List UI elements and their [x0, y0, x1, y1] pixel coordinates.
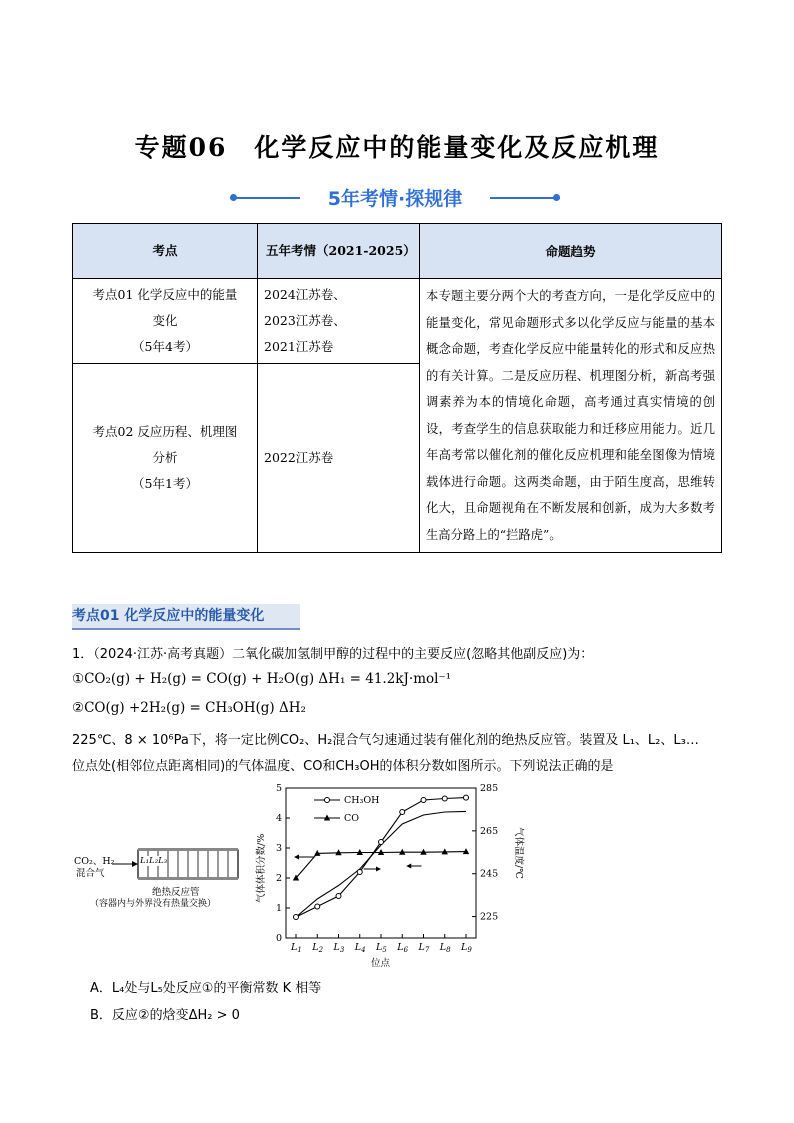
- x-tick-label: $L_6$: [397, 942, 409, 954]
- banner-text: 5年考情·探规律: [327, 188, 463, 210]
- row1-point-line2: 变化: [152, 312, 178, 328]
- x-tick-label: $L_9$: [461, 942, 472, 954]
- row2-year1: 2022江苏卷: [264, 449, 334, 465]
- ch3oh-point: [421, 798, 426, 803]
- condition-line-2: 位点处(相邻位点距离相同)的气体温度、CO和CH₃OH的体积分数如图所示。下列说法正确的是: [72, 759, 614, 774]
- tube-wall-bottom: [138, 877, 238, 880]
- row1-year1: 2024江苏卷、: [264, 286, 346, 302]
- series-line-triangle: [296, 852, 466, 878]
- y2-tick-label: 265: [480, 825, 499, 837]
- x-tick-label: $L_4$: [354, 942, 366, 954]
- row2-years: [258, 363, 420, 552]
- ch3oh-point: [442, 796, 447, 801]
- header-years: 五年考情（2021-2025）: [258, 224, 420, 279]
- y-axis-label: 气体体积分数/%: [256, 833, 267, 903]
- temperature-curve: [296, 811, 466, 917]
- legend-label-co: CO: [344, 813, 360, 824]
- x-tick-label: $L_5$: [376, 942, 387, 954]
- page-title: 专题06 化学反应中的能量变化及反应机理: [134, 133, 660, 162]
- reactor-tube: [112, 846, 242, 882]
- option-b[interactable]: B．反应②的焓变ΔH₂ > 0: [90, 1008, 240, 1023]
- row1-year2: 2023江苏卷、: [264, 312, 346, 328]
- y-tick-label: 2: [276, 873, 283, 884]
- arrow-right-head-1: [376, 867, 381, 872]
- tube-label: 绝热反应管: [152, 887, 200, 898]
- row2-point-line2: 分析: [152, 449, 178, 465]
- gas-label-2: 混合气: [76, 868, 105, 879]
- tube-note: （容器内与外界没有热量交换）: [90, 899, 217, 909]
- x-axis-label: 位点: [371, 958, 391, 969]
- y-tick-label: 1: [276, 903, 283, 914]
- ch3oh-point: [315, 904, 320, 909]
- ch3oh-point: [464, 795, 469, 800]
- header-trend: 命题趋势: [420, 224, 722, 279]
- y-tick-label: 4: [276, 813, 283, 824]
- ch3oh-point: [357, 870, 362, 875]
- row1-point-line3: （5年4考）: [132, 338, 198, 354]
- ch3oh-point: [336, 894, 341, 899]
- inlet-arrowhead: [132, 861, 138, 867]
- gas-label-1: CO₂、H₂: [74, 856, 115, 867]
- y2-tick-label: 285: [480, 783, 499, 794]
- y-tick-label: 0: [276, 933, 283, 944]
- row1-point: [73, 279, 258, 364]
- y2-tick-label: 225: [480, 911, 499, 923]
- equation-2: ②CO(g) +2H₂(g) = CH₃OH(g) ΔH₂: [72, 700, 306, 716]
- position-labels: L₁L₂L₃: [140, 856, 168, 866]
- section-heading: 考点01 化学反应中的能量变化: [72, 604, 300, 630]
- x-tick-label: $L_1$: [291, 942, 302, 954]
- tube-wall-top: [138, 848, 238, 851]
- trend-text: 本专题主要分两个大的考查方向，一是化学反应中的能量变化，常见命题形式多以化学反应与能量的基本概念命题，考查化学反应中能量转化的形式和反应热的有关计算。二是反应历程、机理图分析，新高考强调素养为本的情境化命题，高考通过真实情境的创设，考查学生的信息获取能力和迁移应用能力。近几年高考常以催化剂的催化反应机理和能垒图像为情境载体进行命题。这两类命题，由于陌生度高，思维转化大，且命题视角在不断发展和创新，成为大多数考生高分路上的“拦路虎”。: [420, 279, 722, 553]
- x-tick-label: $L_3$: [333, 942, 345, 954]
- equation-1: ①CO₂(g) + H₂(g) = CO(g) + H₂O(g) ΔH₁ = 41.2kJ·mol⁻¹: [72, 671, 451, 687]
- legend-label-ch3oh: CH₃OH: [344, 795, 380, 806]
- plot-frame: [286, 788, 476, 938]
- row1-point-line1: 考点01 化学反应中的能量: [92, 286, 238, 302]
- row1-years: [258, 279, 420, 364]
- legend-marker-ch3oh: [325, 798, 330, 803]
- row1-year3: 2021江苏卷: [264, 338, 334, 354]
- line-chart: [250, 778, 530, 972]
- x-tick-label: $L_7$: [418, 942, 430, 954]
- section-banner: [230, 183, 560, 211]
- row2-point-line1: 考点02 反应历程、机理图: [92, 423, 238, 439]
- y2-tick-label: 245: [480, 868, 499, 880]
- ch3oh-point: [400, 810, 405, 815]
- row2-point: [73, 363, 258, 552]
- y-tick-label: 3: [276, 843, 283, 854]
- series-line-circle: [296, 798, 466, 917]
- x-tick-label: $L_8$: [439, 942, 451, 954]
- ch3oh-point: [294, 915, 299, 920]
- row2-point-line3: （5年1考）: [132, 475, 198, 491]
- option-a[interactable]: A．L₄处与L₅处反应①的平衡常数 K 相等: [90, 981, 322, 996]
- y2-axis-label: 气体温度/℃: [513, 827, 524, 879]
- x-tick-label: $L_2$: [312, 942, 324, 954]
- apparatus-diagram: [72, 840, 242, 910]
- condition-line-1: 225℃、8 × 10⁶Pa下，将一定比例CO₂、H₂混合气匀速通过装有催化剂的绝热反应管。装置及 L₁、L₂、L₃…: [72, 733, 699, 748]
- header-point: 考点: [73, 224, 258, 279]
- arrow-left-head-2: [406, 864, 411, 869]
- arrow-left-head: [294, 855, 299, 860]
- y-tick-label: 5: [276, 783, 283, 794]
- exam-table: [72, 223, 722, 553]
- ch3oh-point: [379, 840, 384, 845]
- question-stem: 1．（2024·江苏·高考真题）二氧化碳加氢制甲醇的过程中的主要反应(忽略其他副反应)为：: [72, 647, 594, 662]
